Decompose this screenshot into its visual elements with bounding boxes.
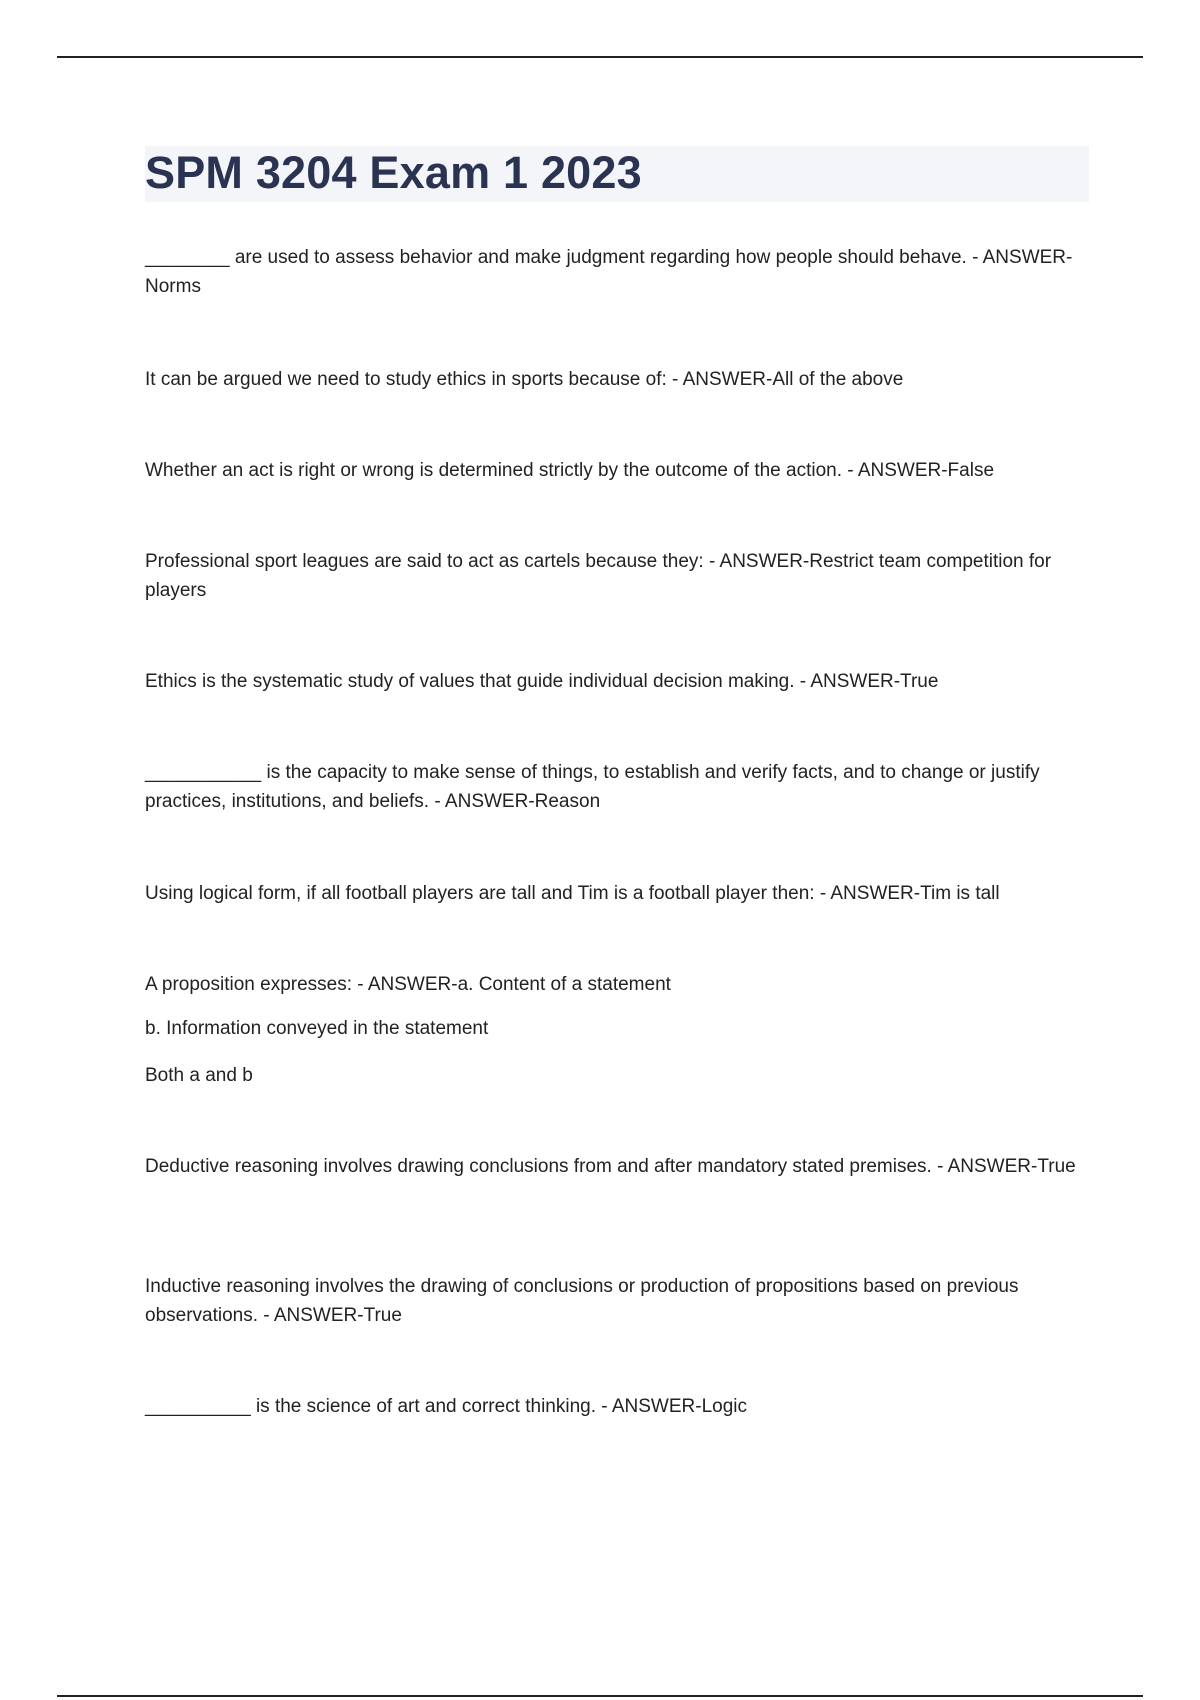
qa-item-right-wrong: Whether an act is right or wrong is determined strictly by the outcome of the action. - ANSWER-False bbox=[145, 460, 995, 481]
bottom-rule bbox=[57, 1695, 1143, 1697]
qa-item-deductive: Deductive reasoning involves drawing conclusions from and after mandatory stated premises. - ANSWER-True bbox=[145, 1156, 1076, 1177]
qa-item-study-ethics: It can be argued we need to study ethics in sports because of: - ANSWER-All of the above bbox=[145, 369, 904, 390]
qa-item-reason: ___________ is the capacity to make sense of things, to establish and verify facts, and to change or justify practices, institutions, and beliefs. - ANSWER-Reason bbox=[145, 762, 1040, 812]
qa-item-logic: __________ is the science of art and correct thinking. - ANSWER-Logic bbox=[145, 1396, 747, 1417]
qa-item-proposition-both: Both a and b bbox=[145, 1065, 253, 1086]
qa-item-logical-form: Using logical form, if all football players are tall and Tim is a football player then: - ANSWER-Tim is tall bbox=[145, 883, 1000, 904]
qa-item-proposition-b: b. Information conveyed in the statement bbox=[145, 1018, 489, 1039]
qa-item-cartels: Professional sport leagues are said to act as cartels because they: - ANSWER-Restrict team competition for players bbox=[145, 551, 1052, 601]
qa-item-ethics-definition: Ethics is the systematic study of values that guide individual decision making. - ANSWER-True bbox=[145, 671, 939, 692]
page-title: SPM 3204 Exam 1 2023 bbox=[145, 147, 642, 198]
qa-item-inductive: Inductive reasoning involves the drawing of conclusions or production of propositions based on previous observations. - ANSWER-True bbox=[145, 1276, 1019, 1326]
qa-item-proposition: A proposition expresses: - ANSWER-a. Content of a statement bbox=[145, 974, 671, 995]
qa-item-norms: ________ are used to assess behavior and make judgment regarding how people should behave. - ANSWER-Norms bbox=[145, 247, 1073, 297]
top-rule bbox=[57, 56, 1143, 58]
